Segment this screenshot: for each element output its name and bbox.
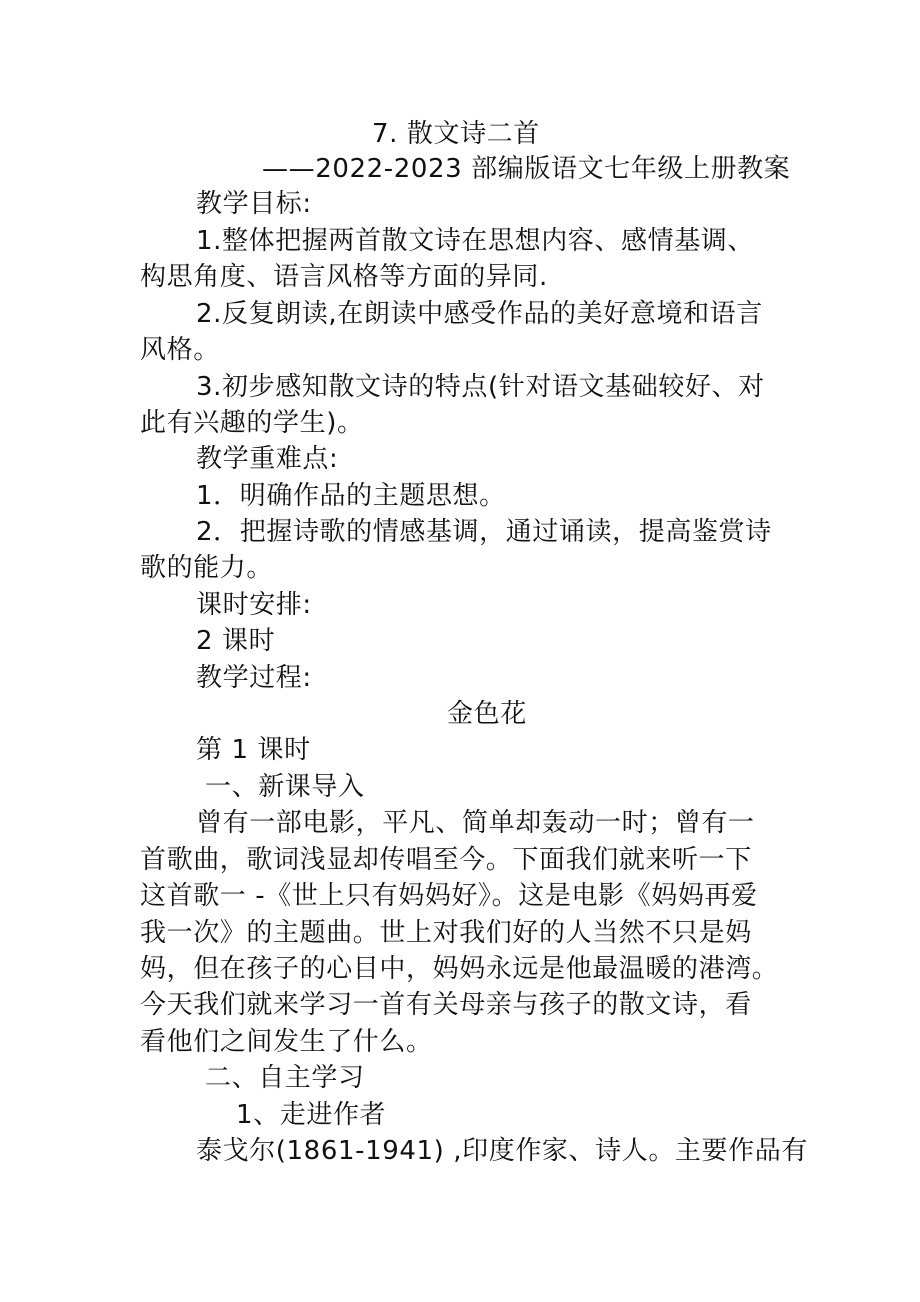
section-2-heading: 二、自主学习	[205, 1063, 365, 1093]
process-heading: 教学过程:	[196, 663, 312, 693]
poem-title: 金色花	[447, 699, 527, 729]
schedule-heading: 课时安排:	[196, 590, 312, 620]
intro-paragraph-line: 妈，但在孩子的心目中，妈妈永远是他最温暖的港湾。	[140, 954, 779, 984]
intro-paragraph-line: 首歌曲，歌词浅显却传唱至今。下面我们就来听一下	[140, 845, 752, 875]
objective-3-line-2: 此有兴趣的学生)。	[140, 408, 364, 438]
key-points-heading: 教学重难点:	[196, 444, 339, 474]
objective-1-line-2: 构思角度、语言风格等方面的异同.	[140, 262, 548, 292]
schedule-value: 2 课时	[196, 626, 276, 656]
key-point-2-line-1: 2．把握诗歌的情感基调，通过诵读，提高鉴赏诗	[196, 517, 772, 547]
intro-paragraph-line: 看他们之间发生了什么。	[140, 1027, 433, 1057]
objective-1-line-1: 1.整体把握两首散文诗在思想内容、感情基调、	[196, 226, 755, 256]
document-title: 7. 散文诗二首	[372, 119, 540, 149]
key-point-2-line-2: 歌的能力。	[140, 553, 274, 583]
intro-paragraph-line: 今天我们就来学习一首有关母亲与孩子的散文诗，看	[140, 990, 752, 1020]
key-point-1: 1．明确作品的主题思想。	[196, 481, 506, 511]
intro-paragraph-line: 我一次》的主题曲。世上对我们好的人当然不只是妈	[140, 918, 752, 948]
section-1-heading: 一、新课导入	[205, 772, 365, 802]
objective-2-line-2: 风格。	[140, 335, 220, 365]
document-subtitle: ——2022-2023 部编版语文七年级上册教案	[262, 154, 791, 184]
intro-paragraph-line: 这首歌一 -《世上只有妈妈好》。这是电影《妈妈再爱	[140, 881, 758, 911]
objectives-heading: 教学目标:	[196, 189, 312, 219]
objective-3-line-1: 3.初步感知散文诗的特点(针对语文基础较好、对	[196, 372, 765, 402]
author-line: 泰戈尔(1861-1941) ,印度作家、诗人。主要作品有	[196, 1136, 808, 1166]
intro-paragraph-line: 曾有一部电影，平凡、简单却轰动一时；曾有一	[196, 808, 755, 838]
objective-2-line-1: 2.反复朗读,在朗读中感受作品的美好意境和语言	[196, 299, 763, 329]
subsection-1-heading: 1、走进作者	[236, 1100, 387, 1130]
lesson-label: 第 1 课时	[196, 735, 311, 765]
